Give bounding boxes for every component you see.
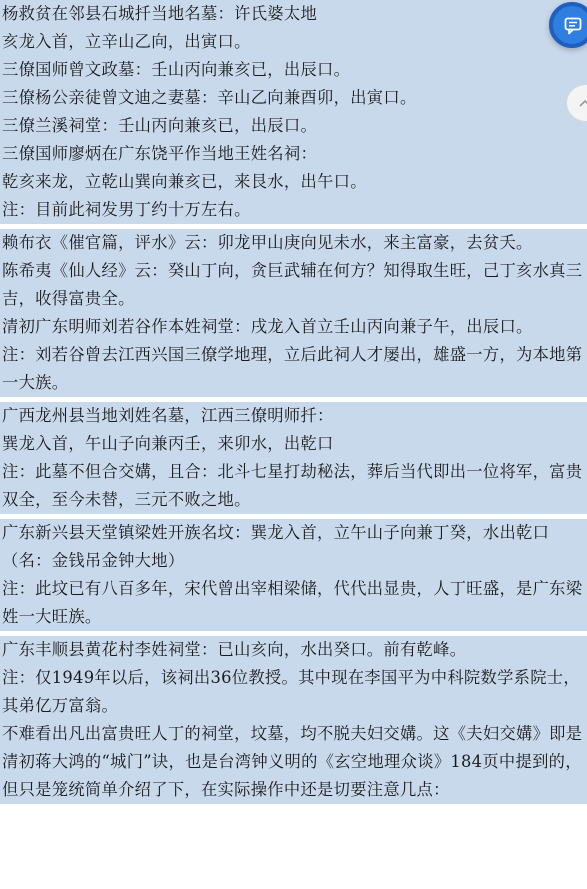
text-line: 乾亥来龙，立乾山巽向兼亥已，来艮水，出午口。: [2, 172, 367, 191]
text-line: 三僚国师廖炳在广东饶平作当地王姓名祠：: [2, 144, 318, 163]
text-paragraph: 赖布衣《催官篇，评水》云：卯龙甲山庚向见未水，来主富豪，去贫夭。: [2, 233, 533, 252]
text-line: 注：目前此祠发男丁约十万左右。: [2, 200, 251, 219]
text-block-1: [0, 0, 587, 224]
text-line: 三僚杨公亲徒曾文迪之妻墓：辛山乙向兼酉卯，出寅口。: [2, 88, 417, 107]
text-line: 三僚国师曾文政墓：壬山丙向兼亥已，出辰口。: [2, 60, 351, 79]
text-paragraph: 不难看出凡出富贵旺人丁的祠堂，坟墓，均不脱夫妇交媾。这《夫妇交媾》即是清初蒋大鸿的“城门”诀，也是台湾钟义明的《玄空地理众谈》184页中提到的，但只是笼统简单介绍了下，在实际操作中还是切要注意几点：: [2, 724, 583, 799]
text-block-5: [0, 636, 587, 804]
arrow-up-icon: [577, 96, 587, 112]
text-line: 亥龙入首，立辛山乙向，出寅口。: [2, 32, 251, 51]
text-paragraph: 广东新兴县天堂镇梁姓开族名坟：巽龙入首，立午山子向兼丁癸，水出乾口（名：金钱吊金钟大地）: [2, 523, 550, 570]
text-paragraph: 陈希夷《仙人经》云：癸山丁向，贪巨武辅在何方？知得取生旺，己丁亥水真三吉，收得富贵全。: [2, 261, 583, 308]
text-paragraph: 注：仅1949年以后，该祠出36位教授。其中现在李国平为中科院数学系院士，其弟亿万富翁。: [2, 668, 580, 715]
text-paragraph: 广东丰顺县黄花村李姓祠堂：已山亥向，水出癸口。前有乾峰。: [2, 640, 467, 659]
text-paragraph: 巽龙入首，午山子向兼丙壬，来卯水，出乾口: [2, 434, 334, 453]
text-block-3: [0, 402, 587, 514]
text-block-4: [0, 519, 587, 631]
text-block-2: [0, 229, 587, 397]
chat-bubble-icon: [564, 17, 582, 35]
text-paragraph: 注：此墓不但合交媾，且合：北斗七星打劫秘法，葬后当代即出一位将军，富贵双全，至今未替，三元不败之地。: [2, 462, 583, 509]
text-line: 三僚兰溪祠堂：壬山丙向兼亥已，出辰口。: [2, 116, 318, 135]
text-paragraph: 广西龙州县当地刘姓名墓，江西三僚明师扦：: [2, 406, 334, 425]
text-paragraph: 注：此坟已有八百多年，宋代曾出宰相梁储，代代出显贵，人丁旺盛，是广东梁姓一大旺族。: [2, 579, 583, 626]
text-paragraph: 注：刘若谷曾去江西兴国三僚学地理，立后此祠人才屡出，雄盛一方，为本地第一大族。: [2, 345, 583, 392]
text-paragraph: 清初广东明师刘若谷作本姓祠堂：戌龙入首立壬山丙向兼子午，出辰口。: [2, 317, 533, 336]
chat-button[interactable]: [549, 2, 587, 48]
text-line: 杨救贫在邻县石城扦当地名墓：许氏婆太地: [2, 4, 318, 23]
